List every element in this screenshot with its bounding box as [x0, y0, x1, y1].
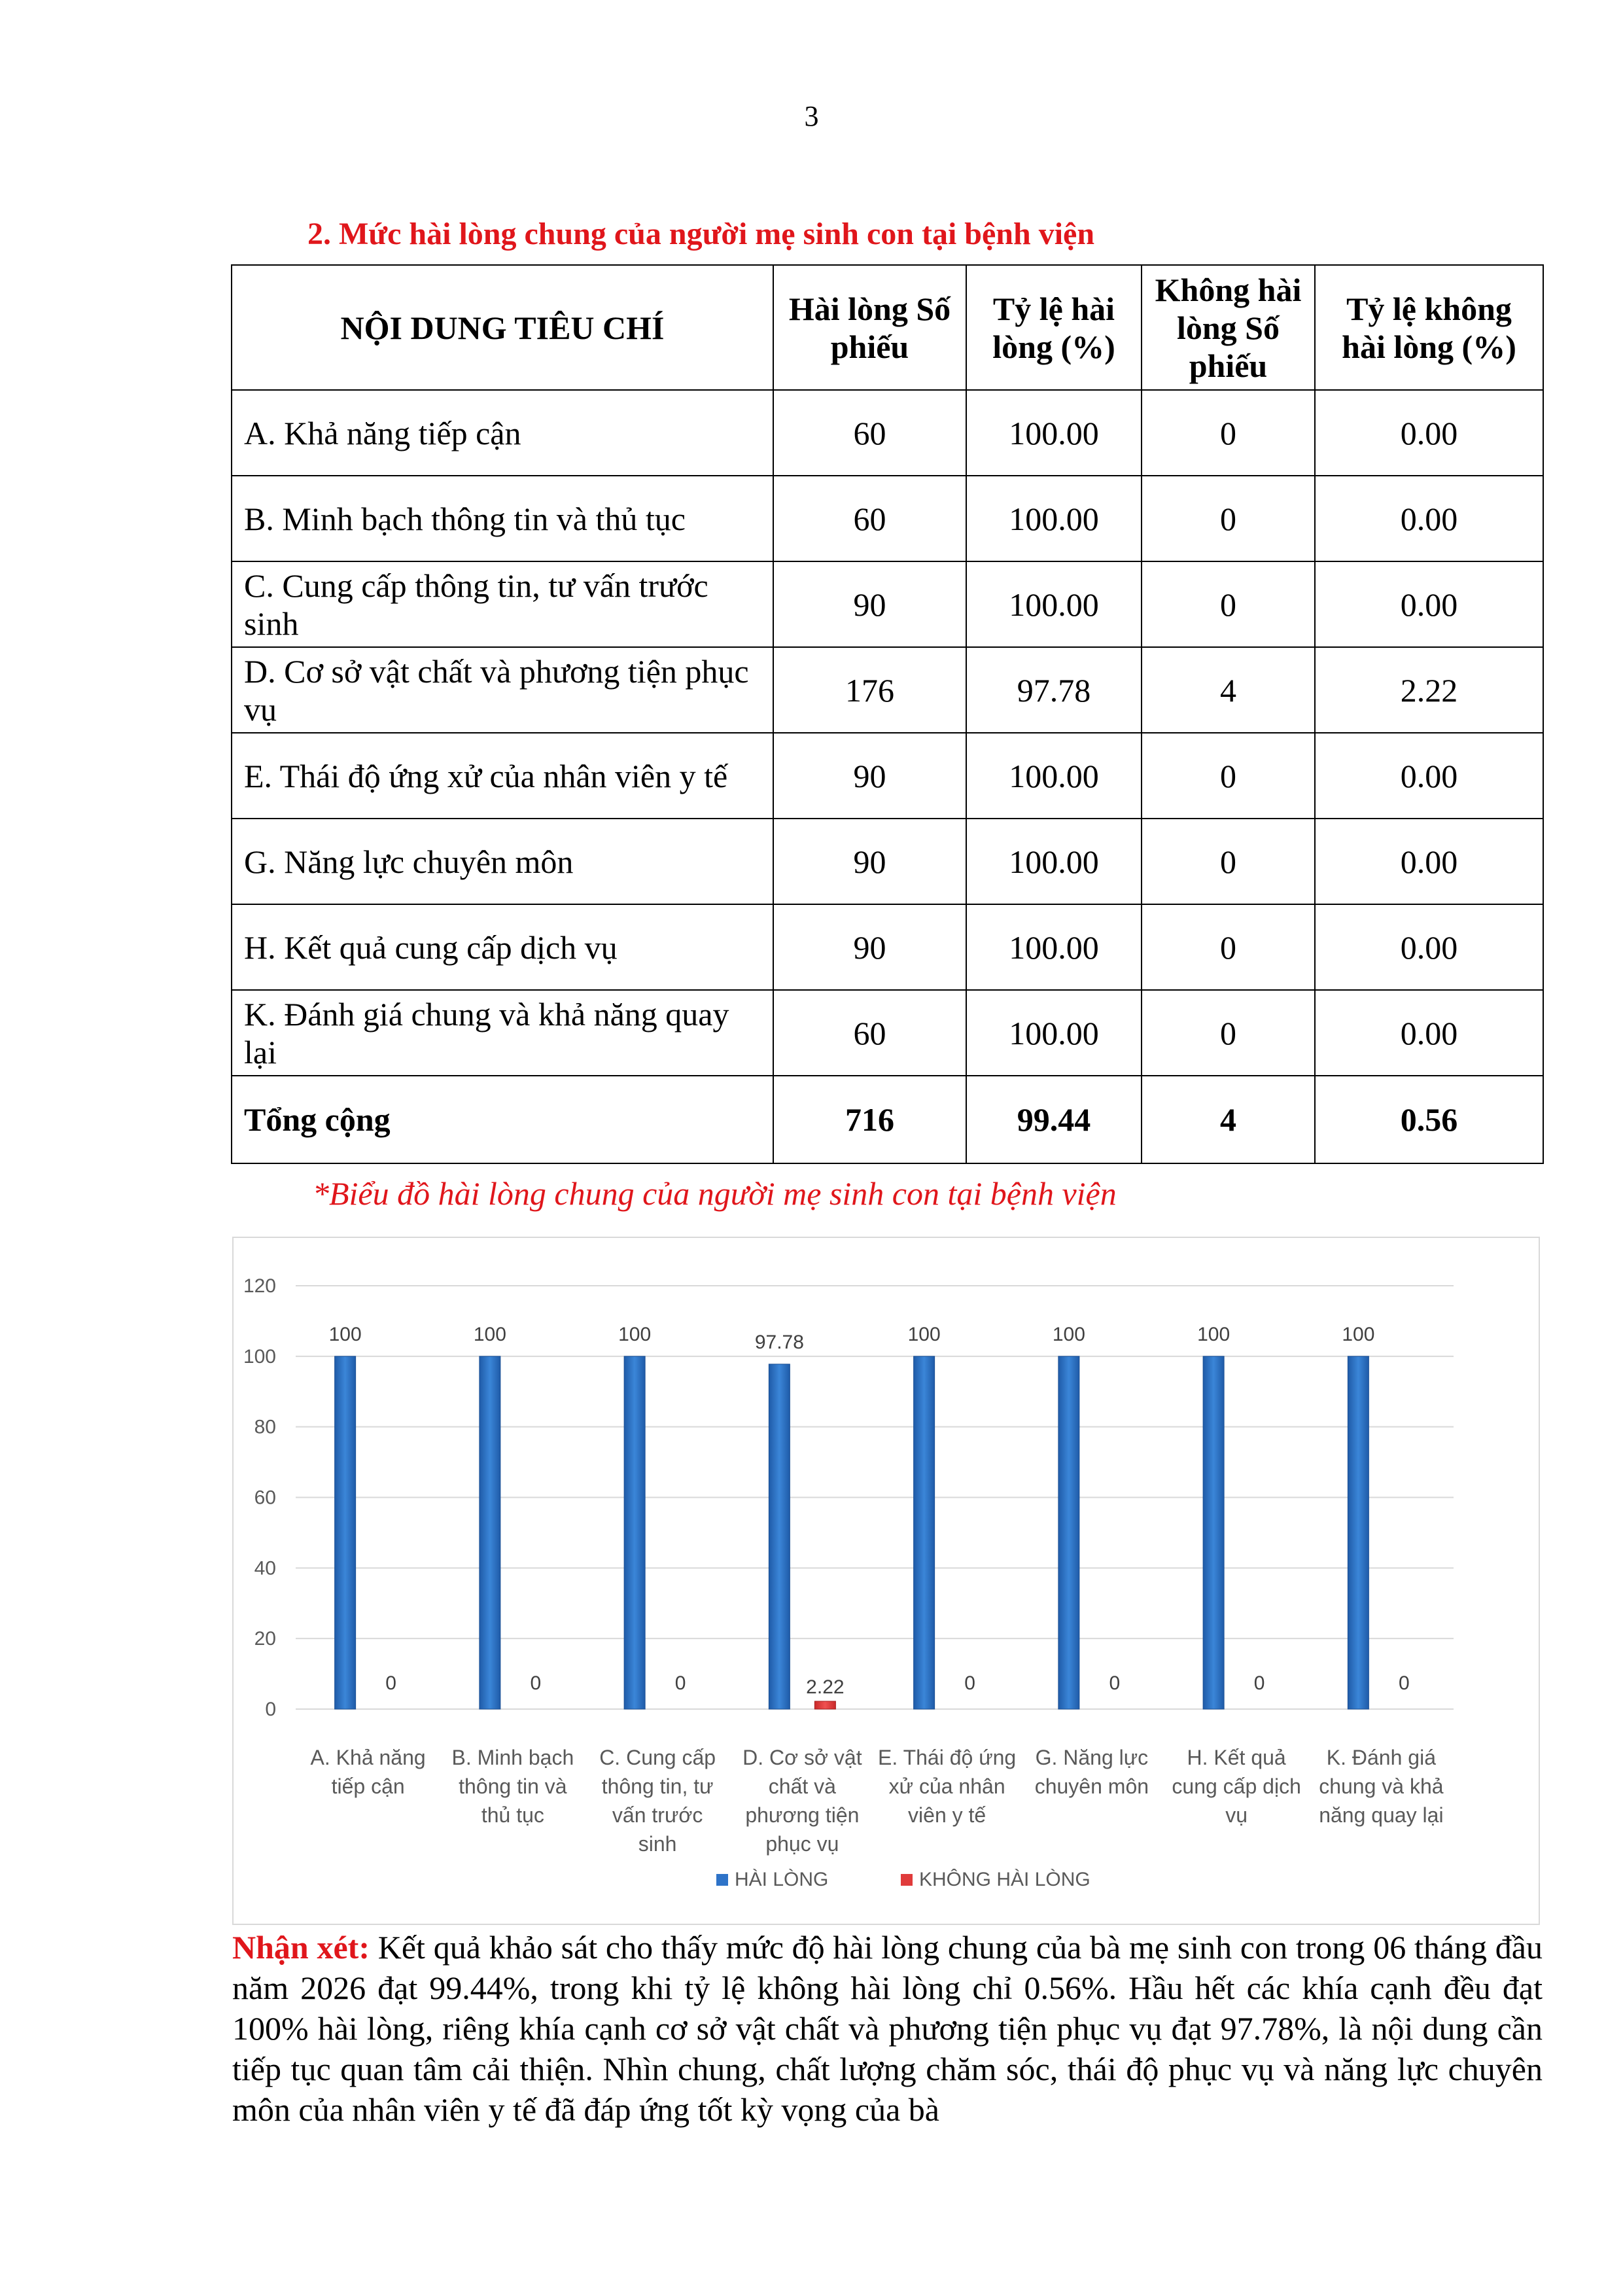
cell-criteria: H. Kết quả cung cấp dịch vụ [232, 904, 773, 990]
x-tick-label: chuyên môn [1034, 1775, 1149, 1798]
bar [1348, 1356, 1369, 1709]
section-title: 2. Mức hài lòng chung của người mẹ sinh con tại bệnh viện [307, 217, 1095, 251]
data-label: 0 [1109, 1672, 1121, 1694]
cell-satisfied-rate: 97.78 [966, 647, 1142, 733]
cell-unsatisfied-count: 0 [1142, 561, 1315, 647]
x-tick-label: thông tin và [459, 1775, 567, 1798]
cell-unsatisfied-count: 4 [1142, 647, 1315, 733]
cell-criteria: B. Minh bạch thông tin và thủ tục [232, 476, 773, 561]
cell-unsatisfied-rate: 0.00 [1315, 733, 1543, 819]
x-tick-label: C. Cung cấp [599, 1746, 716, 1769]
data-label: 100 [618, 1323, 652, 1345]
criteria-table [231, 264, 1544, 1164]
cell-criteria: A. Khả năng tiếp cận [232, 390, 773, 476]
data-label: 100 [907, 1323, 941, 1345]
comment-paragraph [232, 1927, 1543, 2130]
satisfaction-bar-chart [234, 1238, 1541, 1926]
x-tick-label: B. Minh bạch [451, 1746, 574, 1769]
table-row [232, 819, 1543, 904]
bar [914, 1356, 935, 1709]
cell-unsatisfied-count: 4 [1142, 1076, 1315, 1163]
cell-satisfied-rate: 100.00 [966, 819, 1142, 904]
cell-unsatisfied-rate: 2.22 [1315, 647, 1543, 733]
table-row [232, 390, 1543, 476]
cell-unsatisfied-rate: 0.56 [1315, 1076, 1543, 1163]
cell-criteria: Tổng cộng [232, 1076, 773, 1163]
data-label: 97.78 [754, 1331, 804, 1353]
cell-satisfied-count: 90 [773, 561, 966, 647]
x-tick-label: phục vụ [765, 1832, 839, 1856]
data-label: 100 [1342, 1323, 1375, 1345]
table-row [232, 647, 1543, 733]
table-row [232, 561, 1543, 647]
y-tick-label: 20 [254, 1628, 276, 1650]
cell-criteria: K. Đánh giá chung và khả năng quay lại [232, 990, 773, 1076]
cell-satisfied-count: 90 [773, 819, 966, 904]
cell-satisfied-count: 176 [773, 647, 966, 733]
cell-criteria: C. Cung cấp thông tin, tư vấn trước sinh [232, 561, 773, 647]
data-label: 100 [473, 1323, 506, 1345]
x-tick-label: phương tiện [745, 1803, 860, 1827]
x-tick-label: D. Cơ sở vật [742, 1746, 862, 1769]
legend-label: HÀI LÒNG [735, 1869, 829, 1890]
cell-unsatisfied-count: 0 [1142, 390, 1315, 476]
cell-unsatisfied-rate: 0.00 [1315, 819, 1543, 904]
data-label: 0 [1399, 1672, 1410, 1694]
legend-swatch [901, 1874, 913, 1886]
header-satisfied-rate: Tỷ lệ hài lòng (%) [966, 265, 1142, 390]
cell-criteria: G. Năng lực chuyên môn [232, 819, 773, 904]
bar [814, 1701, 835, 1709]
bar [335, 1356, 356, 1709]
cell-unsatisfied-count: 0 [1142, 990, 1315, 1076]
page-number: 3 [804, 100, 819, 132]
x-tick-label: K. Đánh giá [1326, 1746, 1436, 1769]
table-row [232, 990, 1543, 1076]
y-tick-label: 40 [254, 1557, 276, 1580]
cell-unsatisfied-rate: 0.00 [1315, 904, 1543, 990]
data-label: 0 [674, 1672, 686, 1694]
cell-criteria: E. Thái độ ứng xử của nhân viên y tế [232, 733, 773, 819]
cell-criteria: D. Cơ sở vật chất và phương tiện phục vụ [232, 647, 773, 733]
legend-label: KHÔNG HÀI LÒNG [919, 1869, 1091, 1890]
table-total-row [232, 1076, 1543, 1163]
x-tick-label: năng quay lại [1319, 1803, 1444, 1827]
chart-frame [232, 1237, 1540, 1925]
x-tick-label: chất và [768, 1775, 836, 1798]
cell-satisfied-rate: 100.00 [966, 733, 1142, 819]
table-row [232, 904, 1543, 990]
data-label: 0 [385, 1672, 396, 1694]
data-label: 0 [964, 1672, 975, 1694]
cell-satisfied-count: 90 [773, 733, 966, 819]
cell-satisfied-rate: 100.00 [966, 561, 1142, 647]
comment-text: Kết quả khảo sát cho thấy mức độ hài lòng chung của bà mẹ sinh con trong 06 tháng đầu năm 2026 đạt 99.44%, trong khi tỷ lệ không hài lòng chỉ 0.56%. Hầu hết các khía cạnh đều đạt 100% hài lòng, riêng khía cạnh cơ sở vật chất và phương tiện phục vụ đạt 97.78%, là nội dung cần tiếp tục quan tâm cải thiện. Nhìn chung, chất lượng chăm sóc, thái độ phục vụ và năng lực chuyên môn của nhân viên y tế đã đáp ứng tốt kỳ vọng của bà [232, 1929, 1543, 2128]
header-unsatisfied-rate: Tỷ lệ không hài lòng (%) [1315, 265, 1543, 390]
cell-unsatisfied-count: 0 [1142, 476, 1315, 561]
bar [480, 1356, 500, 1709]
bar [624, 1356, 645, 1709]
data-label: 2.22 [806, 1676, 845, 1699]
cell-satisfied-count: 60 [773, 990, 966, 1076]
x-tick-label: G. Năng lực [1035, 1746, 1149, 1769]
cell-satisfied-count: 60 [773, 390, 966, 476]
data-label: 100 [1197, 1323, 1230, 1345]
bar [1203, 1356, 1224, 1709]
cell-satisfied-rate: 100.00 [966, 390, 1142, 476]
table-row [232, 476, 1543, 561]
cell-unsatisfied-count: 0 [1142, 819, 1315, 904]
data-label: 100 [1052, 1323, 1085, 1345]
x-tick-label: cung cấp dịch [1172, 1775, 1301, 1798]
table-header-row [232, 265, 1543, 390]
cell-satisfied-count: 716 [773, 1076, 966, 1163]
data-label: 0 [1253, 1672, 1265, 1694]
x-tick-label: chung và khả [1319, 1775, 1444, 1798]
x-tick-label: thông tin, tư [601, 1775, 714, 1798]
y-tick-label: 60 [254, 1487, 276, 1509]
comment-label: Nhận xét: [232, 1929, 370, 1966]
header-criteria: NỘI DUNG TIÊU CHÍ [232, 265, 773, 390]
y-tick-label: 0 [265, 1699, 276, 1720]
cell-satisfied-count: 60 [773, 476, 966, 561]
cell-unsatisfied-count: 0 [1142, 733, 1315, 819]
x-tick-label: tiếp cận [331, 1775, 405, 1798]
y-tick-label: 100 [243, 1345, 276, 1368]
header-unsatisfied-count: Không hài lòng Số phiếu [1142, 265, 1315, 390]
x-tick-label: thủ tục [481, 1803, 544, 1827]
x-tick-label: E. Thái độ ứng [878, 1746, 1017, 1769]
x-tick-label: xử của nhân [888, 1775, 1005, 1798]
cell-unsatisfied-rate: 0.00 [1315, 390, 1543, 476]
cell-unsatisfied-rate: 0.00 [1315, 990, 1543, 1076]
x-tick-label: viên y tế [908, 1803, 986, 1827]
cell-satisfied-count: 90 [773, 904, 966, 990]
cell-unsatisfied-count: 0 [1142, 904, 1315, 990]
x-tick-label: vấn trước [612, 1803, 703, 1827]
bar [769, 1364, 790, 1709]
cell-satisfied-rate: 99.44 [966, 1076, 1142, 1163]
chart-caption: *Biểu đồ hài lòng chung của người mẹ sinh con tại bệnh viện [313, 1175, 1117, 1212]
cell-satisfied-rate: 100.00 [966, 990, 1142, 1076]
legend-swatch [716, 1874, 728, 1886]
data-label: 0 [530, 1672, 542, 1694]
x-tick-label: vụ [1225, 1803, 1248, 1827]
y-tick-label: 120 [243, 1275, 276, 1297]
table-row [232, 733, 1543, 819]
cell-satisfied-rate: 100.00 [966, 476, 1142, 561]
x-tick-label: sinh [638, 1832, 677, 1856]
header-satisfied-count: Hài lòng Số phiếu [773, 265, 966, 390]
x-tick-label: A. Khả năng [310, 1746, 426, 1769]
cell-unsatisfied-rate: 0.00 [1315, 476, 1543, 561]
bar [1058, 1356, 1079, 1709]
x-tick-label: H. Kết quả [1187, 1746, 1286, 1769]
y-tick-label: 80 [254, 1416, 276, 1438]
cell-satisfied-rate: 100.00 [966, 904, 1142, 990]
cell-unsatisfied-rate: 0.00 [1315, 561, 1543, 647]
data-label: 100 [328, 1323, 362, 1345]
